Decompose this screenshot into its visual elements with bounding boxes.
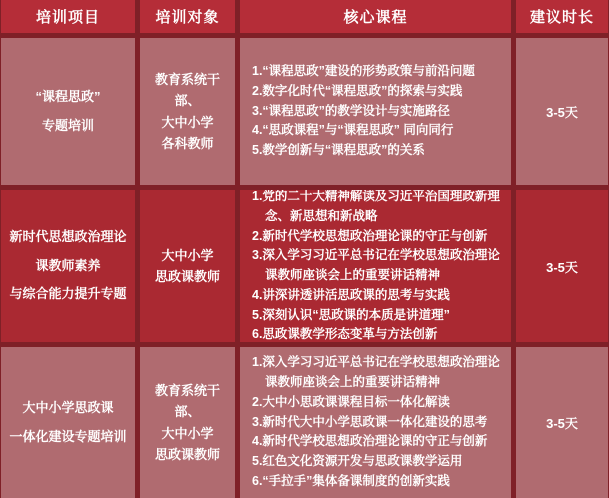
project-title-line: “课程思政” xyxy=(35,88,101,104)
audience-line: 大中小学 xyxy=(161,425,214,441)
audience-line: 大中小学 xyxy=(161,247,214,263)
course-item: 2.新时代学校思想政治理论课的守正与创新 xyxy=(252,228,488,243)
audience-cell xyxy=(140,347,235,498)
course-item: 4.“思政课程”与“课程思政” 同向同行 xyxy=(252,123,454,138)
header-training-project: 培训项目 xyxy=(1,0,135,33)
header-training-audience: 培训对象 xyxy=(140,0,235,33)
course-item: 5.教学创新与“课程思政”的关系 xyxy=(252,143,425,158)
course-item: 5.红色文化资源开发与思政课教学运用 xyxy=(252,454,463,469)
audience-line: 各科教师 xyxy=(161,135,214,151)
course-item: 6.思政课教学形态变革与方法创新 xyxy=(252,327,438,342)
project-cell xyxy=(1,347,135,498)
audience-cell xyxy=(140,38,235,185)
audience-line: 教育系统干部、 xyxy=(154,382,220,420)
courses-cell xyxy=(240,38,511,185)
duration-cell: 3-5天 xyxy=(516,347,608,498)
course-item: 2.数字化时代“课程思政”的探索与实践 xyxy=(252,83,463,98)
project-title-line: 新时代思想政治理论 xyxy=(9,228,127,244)
course-item: 1.深入学习习近平总书记在学校思想政治理论课教师座谈会上的重要讲话精神 xyxy=(252,355,500,390)
courses-cell xyxy=(240,347,511,498)
course-item: 1.“课程思政”建设的形势政策与前沿问题 xyxy=(252,64,475,79)
audience-cell xyxy=(140,190,235,342)
course-item: 3.新时代大中小学思政课一体化建设的思考 xyxy=(252,414,488,429)
project-title-line: 大中小学思政课 xyxy=(22,399,114,415)
project-title-line: 课教师素养 xyxy=(35,257,101,273)
course-item: 5.深刻认识“思政课的本质是讲道理” xyxy=(252,307,450,322)
project-title-line: 专题培训 xyxy=(41,117,94,133)
duration-cell: 3-5天 xyxy=(516,190,608,342)
course-item: 3.深入学习习近平总书记在学校思想政治理论课教师座谈会上的重要讲话精神 xyxy=(252,248,500,282)
course-item: 4.新时代学校思想政治理论课的守正与创新 xyxy=(252,434,488,449)
courses-cell xyxy=(240,190,511,342)
audience-line: 思政课教师 xyxy=(154,446,220,462)
project-cell xyxy=(1,38,135,185)
project-title-line: 与综合能力提升专题 xyxy=(9,286,127,302)
duration-cell: 3-5天 xyxy=(516,38,608,185)
header-suggested-duration: 建议时长 xyxy=(516,0,608,33)
audience-line: 大中小学 xyxy=(161,114,214,130)
project-cell xyxy=(1,190,135,342)
project-title-line: 一体化建设专题培训 xyxy=(9,428,127,444)
audience-line: 教育系统干部、 xyxy=(154,71,220,109)
course-item: 3.“课程思政”的教学设计与实施路径 xyxy=(252,103,450,118)
course-item: 1.党的二十大精神解读及习近平治国理政新理念、新思想和新战略 xyxy=(252,190,500,223)
course-item: 4.讲深讲透讲活思政课的思考与实践 xyxy=(252,287,450,302)
audience-line: 思政课教师 xyxy=(154,269,220,284)
course-item: 2.大中小思政课课程目标一体化解读 xyxy=(252,394,450,409)
course-item: 6.“手拉手”集体备课制度的创新实践 xyxy=(252,473,450,488)
header-core-courses: 核心课程 xyxy=(240,0,511,33)
